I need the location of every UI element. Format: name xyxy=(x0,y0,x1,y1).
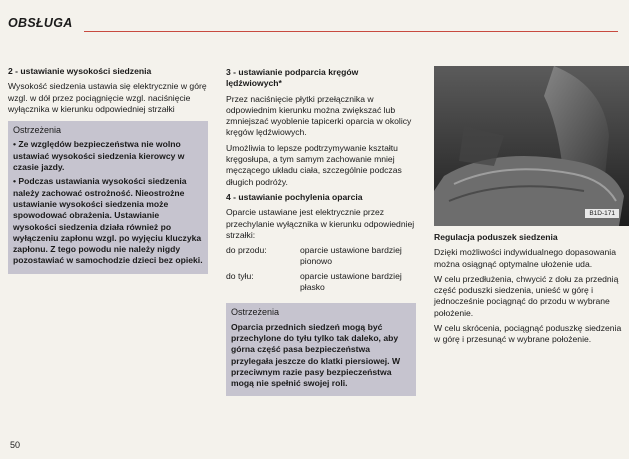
direction-row xyxy=(226,245,416,268)
warning-title: Ostrzeżenia xyxy=(231,307,280,318)
direction-row xyxy=(226,271,416,294)
heading-lumbar: 3 - ustawianie podparcia kręgów lędźwiowych* xyxy=(226,67,359,89)
direction-key: do tyłu: xyxy=(226,270,254,281)
warning-box-1 xyxy=(8,121,208,274)
column-3 xyxy=(434,232,624,350)
warning-text: Oparcia przednich siedzeń mogą być przechylone do tyłu tylko tak daleko, aby górna część pasa bezpieczeństwa przylegała jeszcze do klatki piersiowej. W przeciwnym razie pasy bezpieczeństwa mogą nie spełnić swojej roli. xyxy=(231,321,401,389)
warning-item: • Ze względów bezpieczeństwa nie wolno ustawiać wysokości siedzenia kierowcy w czasie jazdy. xyxy=(13,139,185,173)
warning-item: • Podczas ustawiania wysokości siedzenia należy zachować ostrożność. Nieostrożne ustawianie wysokości siedzenia może spowodować obrażenia. Ustawianie wysokości siedzenia działa również po wyłączeniu zapłonu wzgl. po wyjęciu kluczyka zapłonu. Z tego powodu nie należy nigdy pozostawiać w samochodzie dzieci bez opieki. xyxy=(13,176,203,266)
para-cushion-3: W celu skrócenia, pociągnąć poduszkę siedzenia w górę i przesunąć w wybrane położenie. xyxy=(434,323,622,345)
section-title: OBSŁUGA xyxy=(8,16,73,30)
page-number: 50 xyxy=(10,440,21,450)
warning-box-2 xyxy=(226,303,416,396)
direction-value: oparcie ustawione bardziej płasko xyxy=(300,270,402,293)
seat-photo xyxy=(434,66,629,226)
seat-illustration xyxy=(434,66,629,226)
heading-seat-height: 2 - ustawianie wysokości siedzenia xyxy=(8,66,152,76)
para-cushion-1: Dzięki możliwości indywidualnego dopasowania można osiągnąć optymalne ułożenie uda. xyxy=(434,247,616,269)
page-header xyxy=(8,6,618,36)
photo-label: B1D-171 xyxy=(585,209,619,218)
warning-title: Ostrzeżenia xyxy=(13,125,62,136)
direction-key: do przodu: xyxy=(226,245,267,256)
column-1 xyxy=(8,66,208,274)
para-lumbar-2: Umożliwia to lepsze podtrzymywanie kształtu kręgosłupa, a tym samym zachowanie mniej męczącego układu ciała, szczególnie podczas długich podróży. xyxy=(226,142,402,187)
header-rule xyxy=(84,31,618,32)
para-backrest: Oparcie ustawiane jest elektrycznie przez przechylanie wyłącznika w kierunku odpowiedniej strzałki: xyxy=(226,207,415,240)
column-2 xyxy=(226,67,416,396)
heading-cushion: Regulacja poduszek siedzenia xyxy=(434,232,558,242)
heading-backrest: 4 - ustawianie pochylenia oparcia xyxy=(226,191,363,202)
para-cushion-2: W celu przedłużenia, chwycić z dołu za przednią część poduszki siedzenia, unieść w górę i jednocześnie pociągnąć do przodu w wybrane położenie. xyxy=(434,273,619,318)
direction-value: oparcie ustawione bardziej pionowo xyxy=(300,245,402,267)
para-lumbar-1: Przez naciśnięcie płytki przełącznika w odpowiednim kierunku można zwiększać lub zmniejszać wyoblenie tapicerki oparcia w okolicy kręgów lędźwiowych. xyxy=(226,93,412,138)
para-seat-height: Wysokość siedzenia ustawia się elektrycznie w górę wzgl. w dół przez pociągnięcie wzgl. naciśnięcie wyłącznika w kierunku odpowiedniej strzałki xyxy=(8,81,207,114)
